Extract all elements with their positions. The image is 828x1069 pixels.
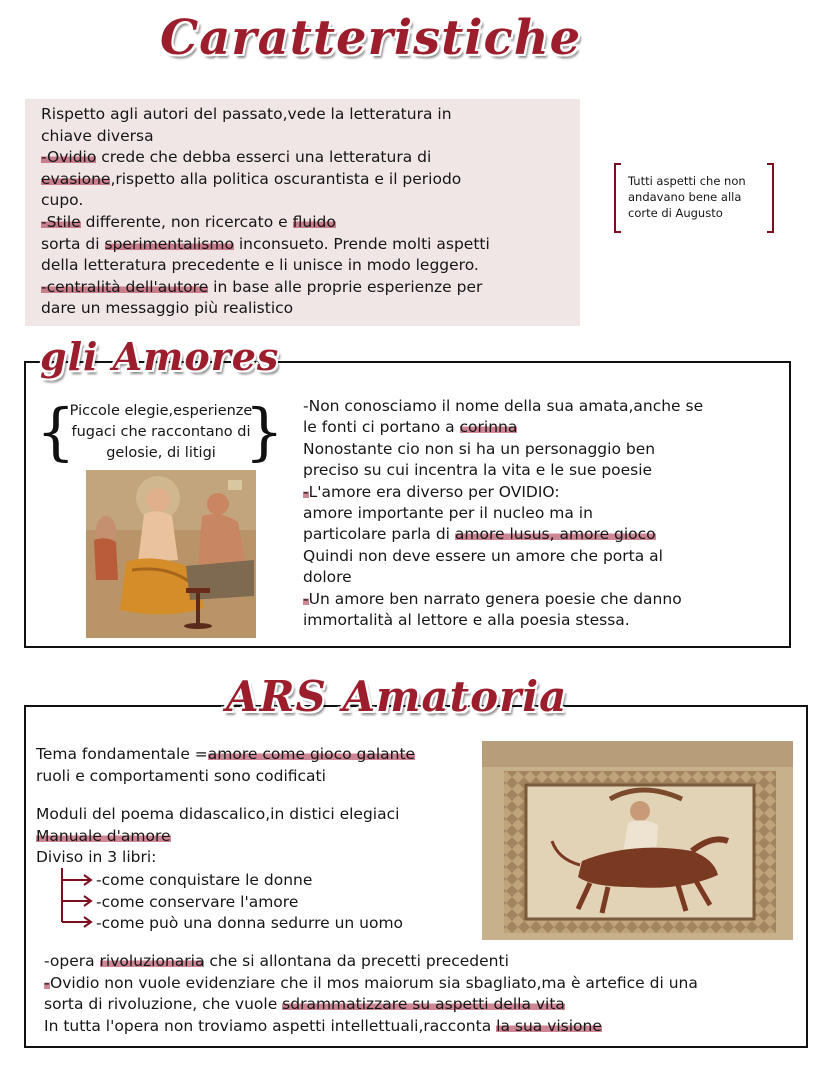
text-segment: Moduli del poema didascalico,in distici elegiaci (36, 805, 400, 823)
text-segment: inconsueto. Prende molti aspetti (233, 234, 490, 253)
text-segment: chiave diversa (41, 126, 154, 145)
highlighted-text: -Ovidio (41, 148, 97, 167)
text-segment: -Non conosciamo il nome della sua amata,anche se (303, 397, 704, 415)
text-line (303, 546, 703, 567)
text-segment: Quindi non deve essere un amore che porta al (303, 546, 663, 565)
bracket-right-icon (767, 163, 774, 233)
text-line (303, 417, 703, 438)
amores-text (303, 396, 703, 631)
text-line (303, 524, 703, 545)
text-line (303, 482, 703, 503)
highlighted-text: la sua visione (496, 1016, 602, 1035)
text-segment: Tema fondamentale = (36, 745, 208, 763)
text-segment: ,rispetto alla politica oscurantista e il periodo (110, 169, 462, 188)
highlighted-text: amore lusus, amore gioco (454, 525, 656, 544)
side-note-line: Tutti aspetti che non (628, 174, 746, 188)
text-segment: della letteratura precedente e li unisce in modo leggero. (41, 256, 479, 275)
text-line (41, 212, 490, 234)
text-segment: Diviso in 3 libri: (36, 848, 157, 867)
brace-left-icon: { (36, 395, 76, 468)
text-line (36, 804, 399, 826)
text-segment: L'amore era diverso per OVIDIO: (308, 482, 560, 501)
text-segment: Rispetto agli autori del passato,vede la letteratura in (41, 105, 452, 123)
highlighted-text: -centralità dell'autore (41, 277, 209, 296)
ars-books (96, 870, 403, 935)
text-line (36, 826, 399, 848)
highlighted-text: - (44, 973, 51, 992)
text-segment: -come conservare l'amore (96, 892, 299, 911)
text-line (303, 396, 703, 417)
ars-block-2 (36, 804, 399, 869)
intro-text (41, 104, 490, 320)
text-segment: Un amore ben narrato genera poesie che danno (308, 589, 682, 608)
highlighted-text: amore come gioco galante (207, 745, 416, 763)
side-note-line: andavano bene alla (628, 190, 742, 204)
text-line (96, 913, 403, 935)
highlighted-text: sdrammatizzare su aspetti della vita (282, 995, 565, 1013)
text-line (41, 277, 490, 299)
text-segment: cupo. (41, 191, 84, 210)
highlighted-text: corinna (459, 418, 518, 437)
amores-note-line: fugaci che raccontano di (71, 424, 251, 440)
text-line (36, 766, 415, 788)
page-title: Caratteristiche (160, 10, 582, 66)
ars-title: ARS Amatoria (226, 672, 568, 721)
text-line (303, 567, 703, 588)
amores-note (36, 395, 284, 468)
brace-right-icon: } (244, 395, 284, 468)
text-segment: dolore (303, 568, 352, 587)
text-segment: dare un messaggio più realistico (41, 299, 294, 318)
highlighted-text: evasione (41, 169, 111, 188)
text-line (303, 610, 703, 631)
text-line (303, 589, 703, 610)
text-line (41, 190, 490, 212)
text-line (303, 439, 703, 460)
text-segment: -opera (44, 952, 100, 970)
text-segment: in base alle proprie esperienze per (208, 277, 483, 296)
text-line (36, 744, 415, 766)
text-segment: le fonti ci portano a (303, 418, 460, 437)
text-line (36, 847, 399, 869)
text-line (44, 973, 698, 995)
text-line (41, 104, 490, 126)
ars-block-3 (44, 951, 698, 1037)
text-line (41, 298, 490, 320)
fresco-image (86, 470, 256, 638)
text-segment: che si allontana da precetti precedenti (204, 952, 509, 970)
text-line (41, 255, 490, 277)
text-segment: -come può una donna sedurre un uomo (96, 914, 404, 933)
text-segment: preciso su cui incentra la vita e le sue poesie (303, 461, 653, 480)
text-line (41, 169, 490, 191)
amores-title: gli Amores (40, 334, 280, 379)
text-segment: Ovidio non vuole evidenziare che il mos maiorum sia sbagliato,ma è artefice di una (50, 973, 698, 992)
text-line (41, 126, 490, 148)
ars-block-1 (36, 744, 415, 787)
amores-note-line: Piccole elegie,esperienze (69, 403, 253, 419)
text-segment: immortalità al lettore e alla poesia stessa. (303, 611, 630, 630)
text-segment: -come conquistare le donne (96, 871, 313, 889)
text-line (96, 870, 403, 892)
text-line (41, 234, 490, 256)
text-segment: crede che debba esserci una letteratura di (96, 148, 432, 167)
text-line (44, 994, 698, 1016)
text-line (44, 1016, 698, 1038)
highlighted-text: fluido (292, 212, 336, 231)
text-line (96, 892, 403, 914)
text-segment: Nonostante cio non si ha un personaggio ben (303, 439, 656, 458)
highlighted-text: rivoluzionaria (99, 952, 205, 970)
text-segment: sorta di rivoluzione, che vuole (44, 995, 283, 1013)
bracket-left-icon (614, 163, 621, 233)
text-segment: differente, non ricercato e (80, 212, 293, 231)
text-segment: amore importante per il nucleo ma in (303, 504, 593, 523)
text-line (303, 460, 703, 481)
highlighted-text: - (303, 589, 309, 608)
highlighted-text: -Stile (41, 212, 81, 231)
arrow-icon (60, 868, 100, 930)
side-note-line: corte di Augusto (628, 206, 723, 220)
amores-note-line: gelosie, di litigi (106, 445, 216, 461)
text-line (44, 951, 698, 973)
side-note (614, 163, 774, 233)
text-line (41, 147, 490, 169)
text-segment: particolare parla di (303, 525, 455, 544)
mosaic-image (482, 741, 793, 940)
text-line (303, 503, 703, 524)
text-segment: sorta di (41, 234, 105, 253)
highlighted-text: sperimentalismo (104, 234, 234, 253)
text-segment: ruoli e comportamenti sono codificati (36, 766, 326, 785)
text-segment: In tutta l'opera non troviamo aspetti intellettuali,racconta (44, 1016, 497, 1035)
highlighted-text: Manuale d'amore (36, 826, 171, 845)
highlighted-text: - (303, 482, 309, 501)
